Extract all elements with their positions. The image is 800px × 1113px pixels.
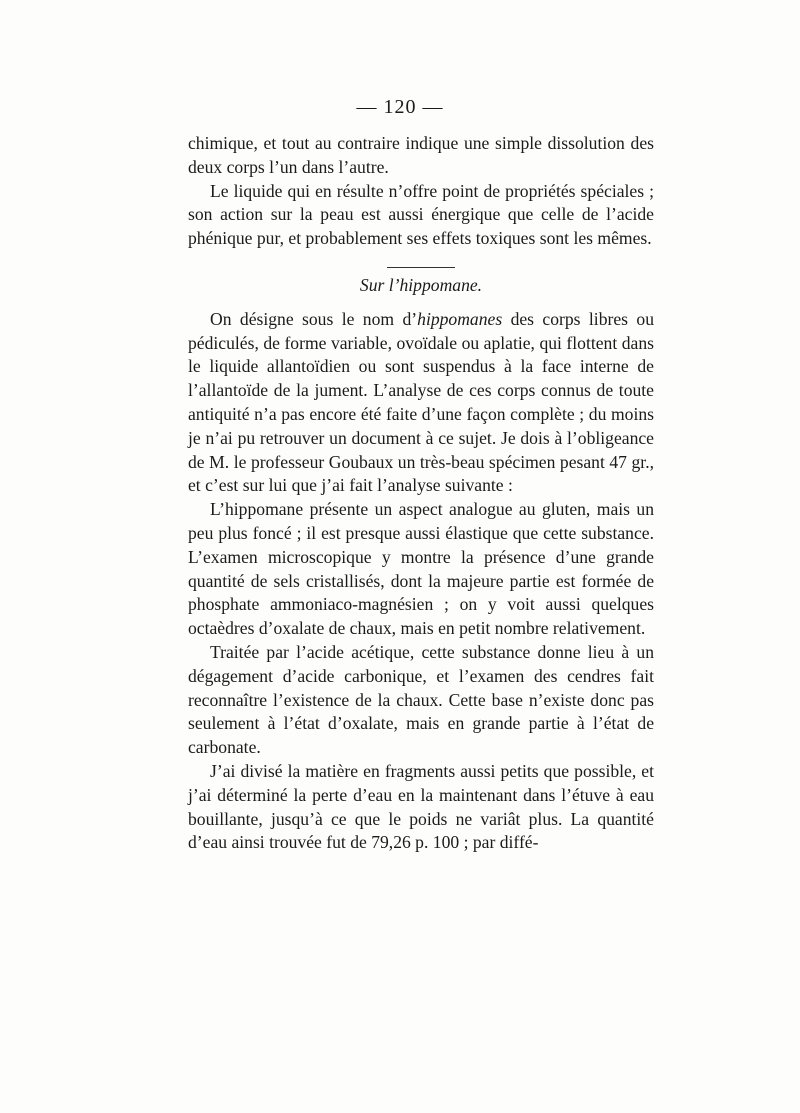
page-number: — 120 — — [356, 96, 444, 118]
section-title: Sur l’hippomane. — [359, 274, 483, 295]
paragraph-6: J’ai divisé la matière en fragments aussi petits que possible, et j’ai déterminé la perte d’eau en la maintenant dans l’étuve à eau bouillante, jusqu’à ce que le poids ne variât plus. La quantité d’eau ainsi trouvée fut de 79,26 p. 100 ; par diffé- — [188, 760, 654, 853]
paragraph-3-start: On désigne sous le nom d’ — [210, 308, 418, 329]
paragraph-5: Traitée par l’acide acétique, cette substance donne lieu à un dégagement d’acide carbonique, et l’examen des cendres fait reconnaître l’existence de la chaux. Cette base n’existe donc pas seulement à l’état d’oxalate, mais en grande partie à l’état de carbonate. — [188, 641, 654, 758]
paragraph-3-rest: des corps libres ou pédiculés, de forme variable, ovoïdale ou aplatie, qui flottent dans le liquide allantoïdien ou sont suspendus à la face interne de l’allantoïde de la jument. L’analyse de ces corps connus de toute antiquité n’a pas encore été faite d’une façon complète ; du moins je n’ai pu retrouver un document à ce sujet. Je dois à l’obligeance de M. le professeur Goubaux un très-beau spécimen pesant 47 gr., et c’est sur lui que j’ai fait l’analyse suivante : — [188, 308, 654, 496]
paragraph-1: chimique, et tout au contraire indique une simple dissolution des deux corps l’un dans l’autre. — [188, 133, 654, 177]
paragraph-2: Le liquide qui en résulte n’offre point de propriétés spéciales ; son action sur la peau est aussi énergique que celle de l’acide phénique pur, et probablement ses effets toxiques sont les mêmes. — [188, 180, 654, 249]
body-text — [188, 132, 654, 855]
section-divider — [387, 267, 455, 268]
paragraph-3-italic-term: hippomanes — [417, 308, 503, 329]
paragraph-4: L’hippomane présente un aspect analogue au gluten, mais un peu plus foncé ; il est presque aussi élastique que cette substance. L’examen microscopique y montre la présence d’une grande quantité de sels cristallisés, dont la majeure partie est formée de phosphate ammoniaco-magnésien ; on y voit aussi quelques octaèdres d’oxalate de chaux, mais en petit nombre relativement. — [188, 499, 654, 639]
paragraph-3 — [188, 308, 654, 498]
